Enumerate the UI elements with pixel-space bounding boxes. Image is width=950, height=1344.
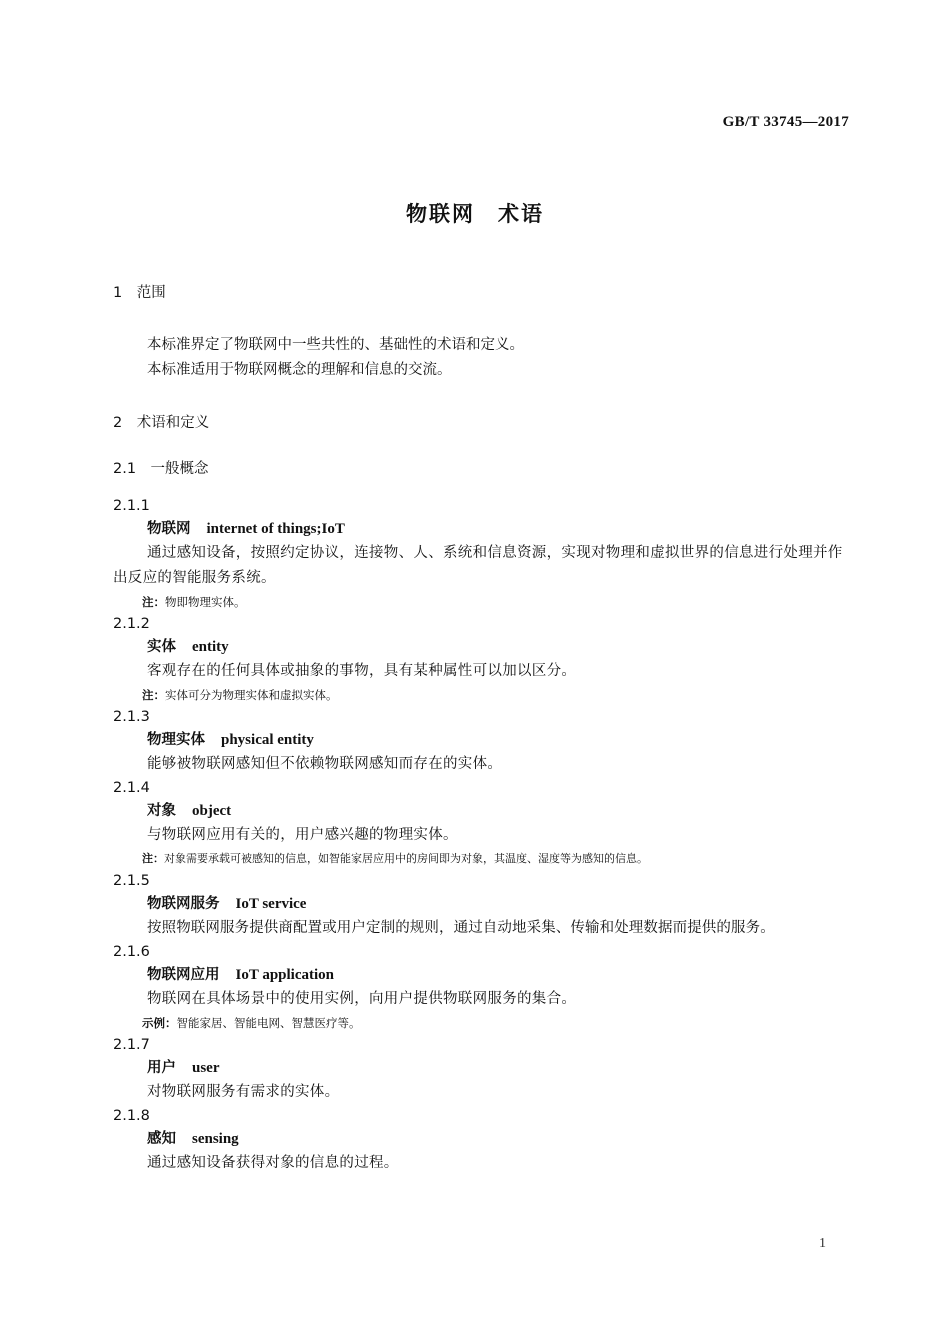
term-chinese: 对象	[147, 803, 176, 819]
term-chinese: 实体	[147, 639, 176, 655]
term-entry	[113, 870, 853, 941]
term-chinese: 用户	[147, 1060, 176, 1076]
term-note	[113, 591, 853, 613]
term-entry	[113, 613, 853, 706]
entry-number: 2.1.5	[113, 873, 150, 889]
term-definition: 按照物联网服务提供商配置或用户定制的规则，通过自动地采集、传输和处理数据而提供的服务。	[147, 920, 775, 936]
document-body	[113, 283, 853, 1176]
note-label: 示例：	[142, 1016, 177, 1030]
term-chinese: 物理实体	[147, 732, 205, 748]
term-line	[113, 892, 853, 916]
term-entry	[113, 495, 853, 613]
term-definition: 与物联网应用有关的，用户感兴趣的物理实体。	[147, 827, 458, 843]
term-english: entity	[192, 639, 229, 655]
term-definition: 通过感知设备获得对象的信息的过程。	[147, 1155, 399, 1171]
term-definition: 能够被物联网感知但不依赖物联网感知而存在的实体。	[147, 756, 503, 772]
entry-number: 2.1.4	[113, 780, 150, 796]
page-number: 1	[819, 1236, 826, 1251]
entry-number: 2.1.2	[113, 616, 150, 632]
term-note	[113, 1012, 853, 1034]
entry-number: 2.1.6	[113, 944, 150, 960]
note-text: 实体可分为物理实体和虚拟实体。	[165, 688, 338, 702]
note-label: 注：	[142, 688, 165, 702]
term-english: physical entity	[221, 732, 314, 748]
term-line	[113, 728, 853, 752]
term-definition: 对物联网服务有需求的实体。	[147, 1084, 340, 1100]
note-text: 物即物理实体。	[165, 595, 246, 609]
term-definition: 客观存在的任何具体或抽象的事物，具有某种属性可以加以区分。	[147, 663, 577, 679]
term-english: sensing	[192, 1131, 239, 1147]
term-english: internet of things;IoT	[206, 521, 345, 537]
term-definition: 物联网在具体场景中的使用实例，向用户提供物联网服务的集合。	[147, 991, 577, 1007]
term-entry	[113, 706, 853, 777]
term-line	[113, 963, 853, 987]
scope-paragraph: 本标准界定了物联网中一些共性的、基础性的术语和定义。	[147, 337, 524, 353]
term-chinese: 感知	[147, 1131, 176, 1147]
standard-code: GB/T 33745—2017	[722, 114, 849, 130]
document-title: 物联网 术语	[406, 202, 544, 226]
entry-number: 2.1.3	[113, 709, 150, 725]
note-label: 注：	[142, 852, 164, 865]
term-line	[113, 1056, 853, 1080]
term-entry	[113, 1105, 853, 1176]
entry-number: 2.1.1	[113, 498, 150, 514]
section-heading-scope: 1 范围	[113, 285, 166, 301]
term-note	[113, 684, 853, 706]
section-heading-terms: 2 术语和定义	[113, 415, 210, 431]
term-chinese: 物联网	[147, 521, 191, 537]
term-line	[113, 635, 853, 659]
term-entry	[113, 1034, 853, 1105]
note-text: 智能家居、智能电网、智慧医疗等。	[176, 1016, 361, 1030]
term-line	[113, 1127, 853, 1151]
note-text: 对象需要承载可被感知的信息，如智能家居应用中的房间即为对象，其温度、湿度等为感知的信息。	[164, 852, 648, 865]
term-line	[113, 799, 853, 823]
term-chinese: 物联网服务	[147, 896, 220, 912]
term-entry	[113, 777, 853, 870]
entry-number: 2.1.7	[113, 1037, 150, 1053]
term-line	[113, 517, 853, 541]
term-english: user	[192, 1060, 220, 1076]
term-entry	[113, 941, 853, 1034]
entry-number: 2.1.8	[113, 1108, 150, 1124]
note-label: 注：	[142, 595, 165, 609]
term-chinese: 物联网应用	[147, 967, 220, 983]
term-english: IoT application	[235, 967, 335, 983]
term-definition: 通过感知设备，按照约定协议，连接物、人、系统和信息资源，实现对物理和虚拟世界的信息进行处理并作出反应的智能服务系统。	[113, 545, 843, 586]
section-heading-general: 2.1 一般概念	[113, 461, 209, 477]
scope-paragraph: 本标准适用于物联网概念的理解和信息的交流。	[147, 362, 452, 378]
term-english: object	[192, 803, 232, 819]
term-english: IoT service	[235, 896, 307, 912]
term-note	[113, 848, 853, 870]
